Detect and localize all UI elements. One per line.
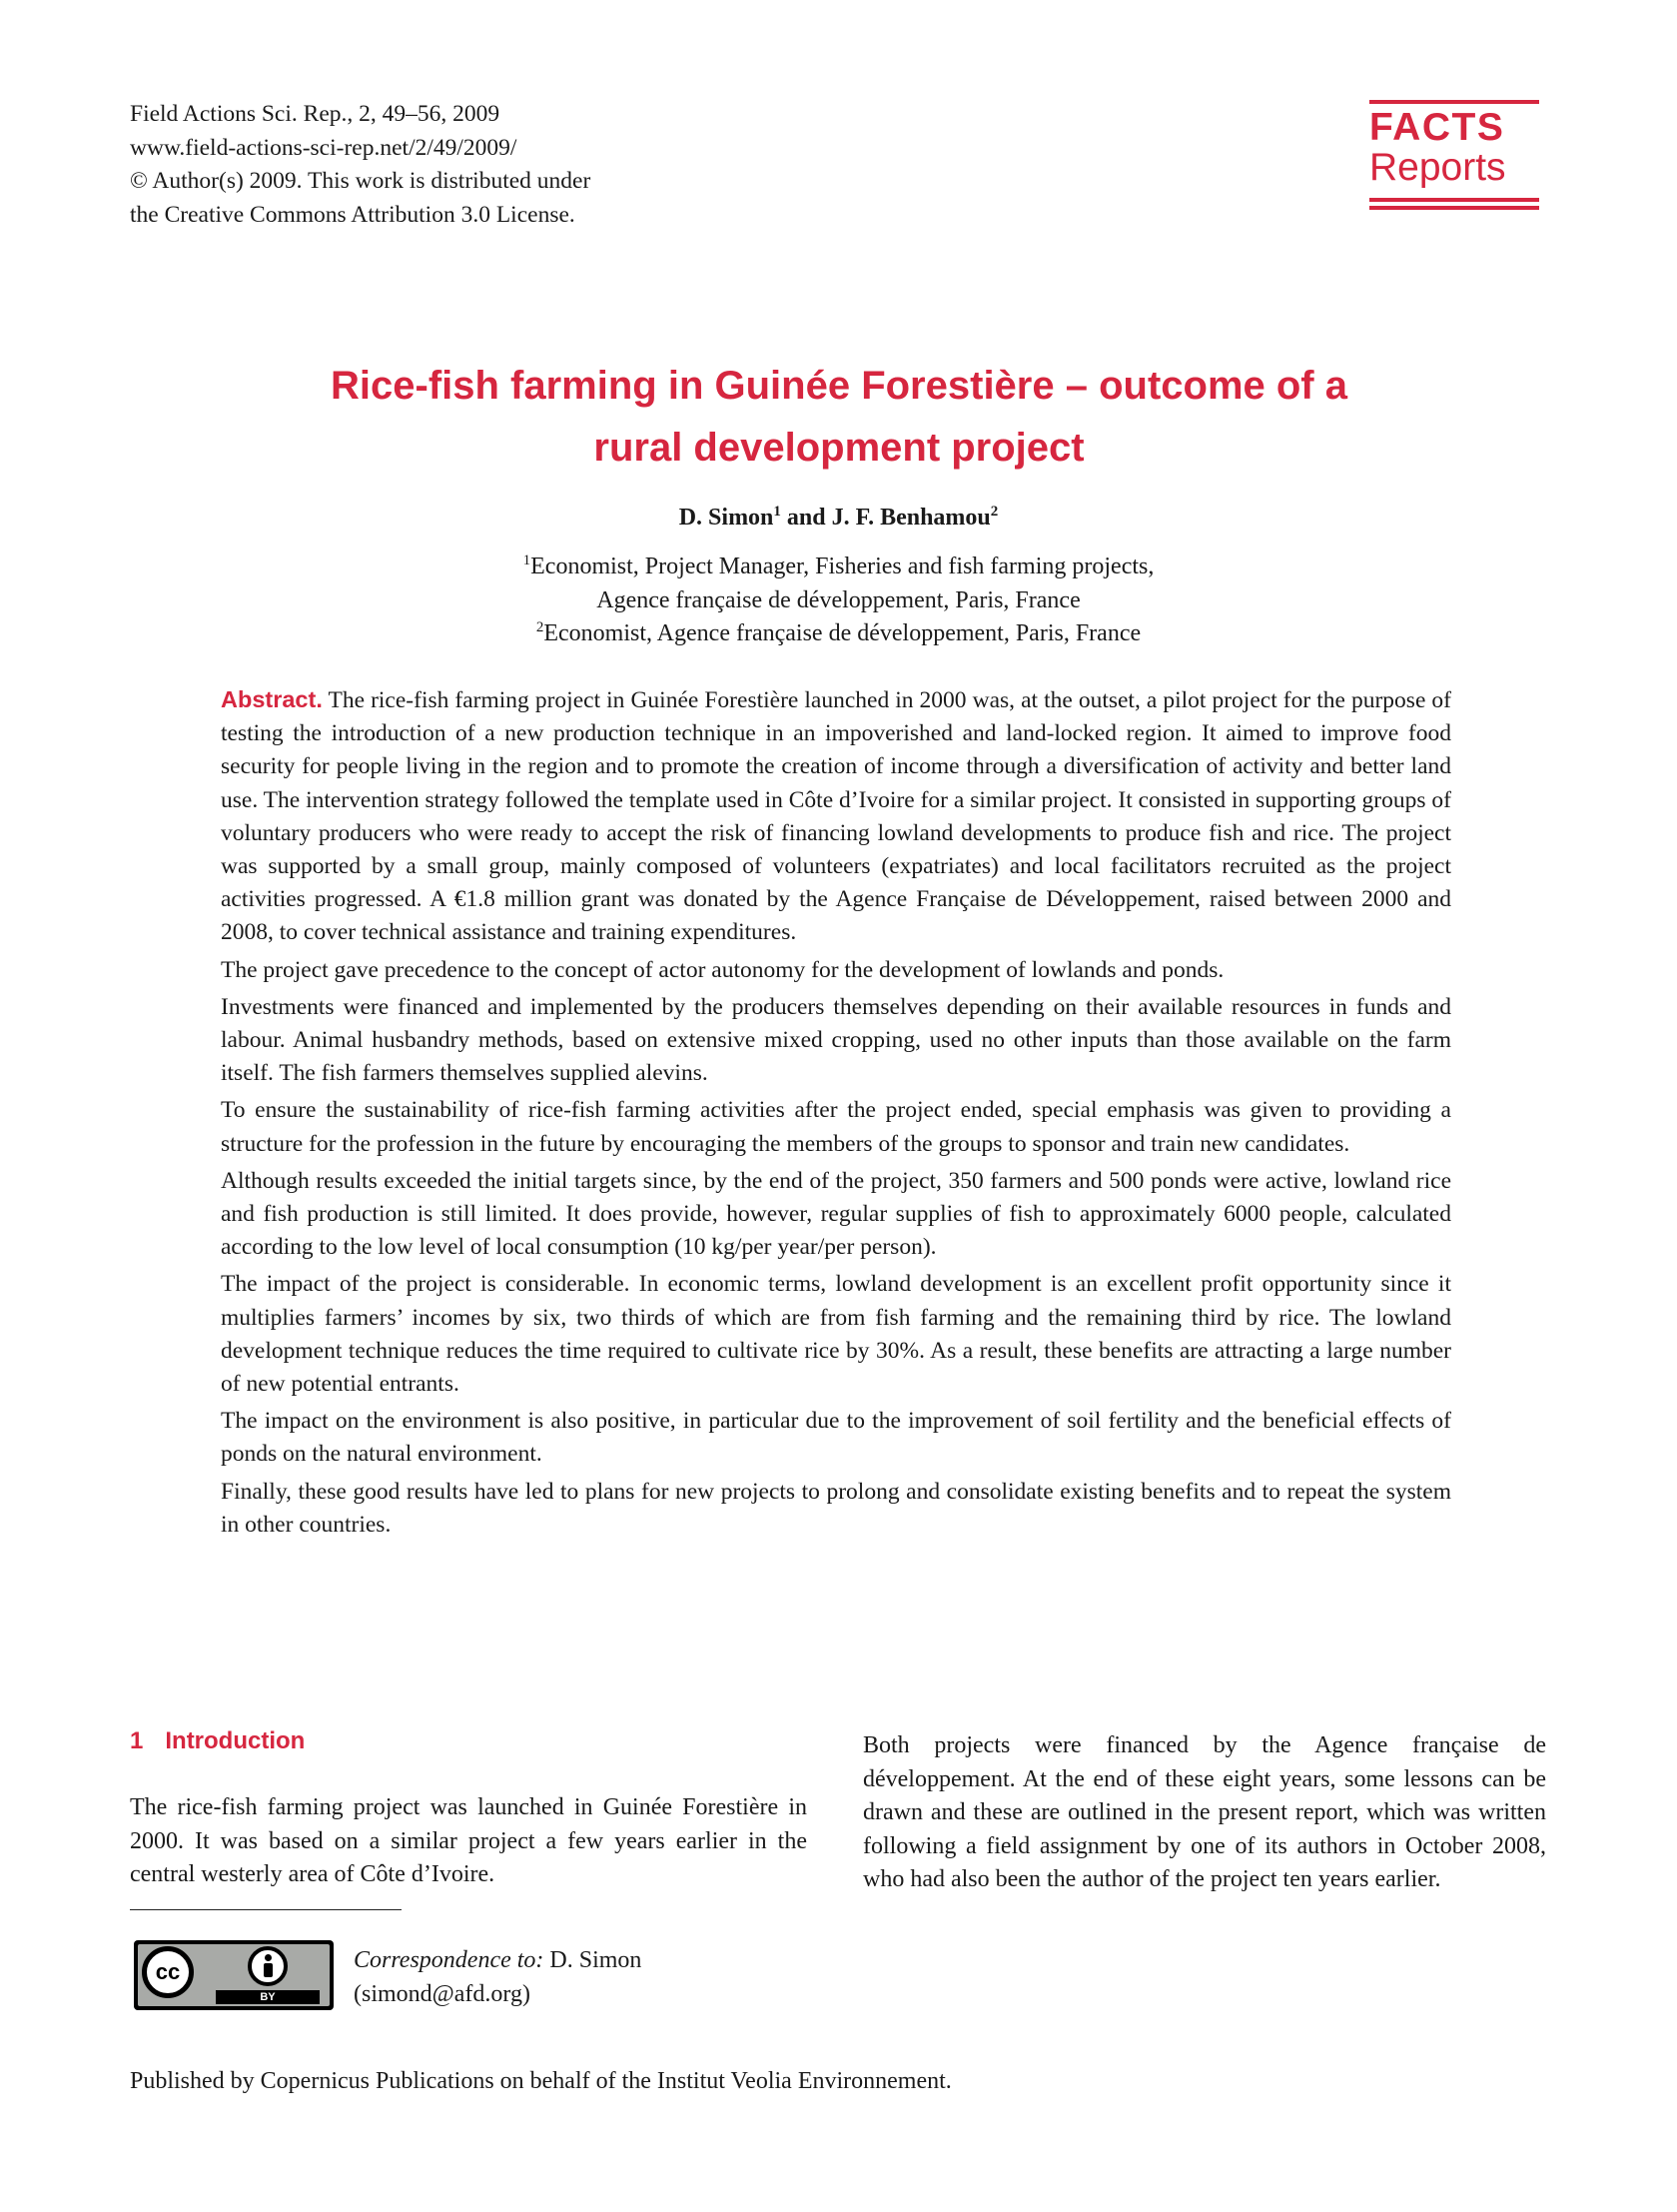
abstract-paragraph-5: Although results exceeded the initial targets since, by the end of the project, 350 farmers and 500 ponds were active, lowland rice and fish production is still limited. It does provide, however, regular supplies of fish to approximately 6000 people, calculated according to the low level of local consumption (10 kg/per year/per person). [221, 1167, 1451, 1261]
title-line-1: Rice-fish farming in Guinée Forestière – outcome of a [331, 364, 1347, 408]
abstract-paragraph-4: To ensure the sustainability of rice-fish farming activities after the project ended, special emphasis was given to providing a structure for the profession in the future by encouraging the members of the groups to sponsor and train new candidates. [221, 1097, 1451, 1157]
intro-left-column: The rice-fish farming project was launched in Guinée Forestière in 2000. It was based on a similar project a few years earlier in the central westerly area of Côte d’Ivoire. [130, 1794, 807, 1887]
correspondence-email[interactable]: (simond@afd.org) [354, 1980, 530, 2007]
affil-1-line-2: Agence française de développement, Paris, France [596, 586, 1081, 613]
abstract-paragraph-7: The impact on the environment is also positive, in particular due to the improvement of soil fertility and the beneficial effects of ponds on the natural environment. [221, 1408, 1451, 1468]
logo-word-reports: Reports [1369, 146, 1506, 189]
journal-header [130, 98, 590, 232]
author-1: D. Simon [678, 505, 774, 531]
person-body-shape [264, 1963, 273, 1977]
logo-bottom-rule-2 [1369, 206, 1539, 210]
footnote-rule [130, 1909, 402, 1910]
paper-title [180, 355, 1498, 479]
journal-url[interactable]: www.field-actions-sci-rep.net/2/49/2009/ [130, 134, 517, 161]
abstract-label: Abstract. [221, 686, 323, 712]
abstract-paragraph-3: Investments were financed and implemented by the producers themselves depending on their available resources in funds and labour. Animal husbandry methods, based on extensive mixed cropping, used no other inputs than those available on the farm itself. The fish farmers themselves supplied alevins. [221, 993, 1451, 1087]
affil-2-marker: 2 [535, 619, 544, 635]
author-list [0, 505, 1677, 532]
intro-right-column: Both projects were financed by the Agence française de développement. At the end of these eight years, some lessons can be drawn and these are outlined in the present report, which was written following a field assignment by one of its authors in October 2008, who had also been the author of the project ten years earlier. [863, 1732, 1546, 1892]
correspondence-name: D. Simon [549, 1947, 642, 1973]
title-line-2: rural development project [593, 426, 1085, 470]
author-1-affil: 1 [773, 504, 781, 520]
correspondence-block [354, 1944, 641, 2011]
correspondence-label: Correspondence to: [354, 1947, 544, 1973]
author-2-affil: 2 [990, 504, 999, 520]
cc-icon: cc [142, 1946, 194, 1998]
copyright-line: © Author(s) 2009. This work is distributed under [130, 168, 591, 194]
abstract-paragraph-6: The impact of the project is considerable. In economic terms, lowland development is an excellent profit opportunity since it multiplies farmers’ incomes by six, two thirds of which are from fish farming and the remaining third by rice. The lowland development technique reduces the time required to cultivate rice by 30%. As a result, these benefits are attracting a large number of new potential entrants. [221, 1271, 1451, 1398]
logo-bottom-rule-1 [1369, 198, 1539, 202]
license-line: the Creative Commons Attribution 3.0 License. [130, 201, 575, 228]
by-section [212, 1944, 326, 2006]
author-conjunction: and [786, 505, 826, 531]
abstract [221, 683, 1451, 1546]
attribution-person-icon [248, 1946, 288, 1986]
by-label: BY [216, 1990, 320, 2004]
abstract-text-1: The rice-fish farming project in Guinée Forestière launched in 2000 was, at the outset, a pilot project for the purpose of testing the introduction of a new production technique in an impoverished and land-locked region. It aimed to improve food security for people living in the region and to promote the creation of income through a diversification of activity and better land use. The intervention strategy followed the template used in Côte d’Ivoire for a similar project. It consisted in supporting groups of voluntary producers who were ready to accept the risk of financing lowland developments to produce fish and rice. The project was supported by a small group, mainly composed of volunteers (expatriates) and local facilitators recruited as the project activities progressed. A €1.8 million grant was donated by the Agence Française de Développement, raised between 2000 and 2008, to cover technical assistance and training expenditures. [221, 687, 1451, 946]
person-head-shape [265, 1954, 272, 1961]
facts-reports-logo [1369, 100, 1539, 214]
cc-by-license-badge[interactable] [134, 1940, 334, 2010]
affiliations [0, 551, 1677, 651]
abstract-paragraph-8: Finally, these good results have led to plans for new projects to prolong and consolidate existing benefits and to repeat the system in other countries. [221, 1478, 1451, 1538]
affil-1-line-1: Economist, Project Manager, Fisheries and fish farming projects, [530, 553, 1155, 579]
logo-top-rule [1369, 100, 1539, 104]
author-2: J. F. Benhamou [831, 505, 991, 531]
affil-2-line-1: Economist, Agence française de développement, Paris, France [543, 620, 1142, 646]
section-title: Introduction [165, 1727, 306, 1754]
section-number: 1 [130, 1727, 144, 1754]
abstract-paragraph-2: The project gave precedence to the concept of actor autonomy for the development of lowlands and ponds. [221, 956, 1225, 983]
section-heading-introduction [130, 1727, 305, 1755]
logo-word-facts: FACTS [1369, 106, 1505, 149]
citation-line: Field Actions Sci. Rep., 2, 49–56, 2009 [130, 101, 500, 127]
publisher-line: Published by Copernicus Publications on behalf of the Institut Veolia Environnement. [130, 2068, 952, 2094]
abstract-paragraph-1 [221, 683, 1451, 950]
affil-1-marker: 1 [522, 553, 531, 568]
